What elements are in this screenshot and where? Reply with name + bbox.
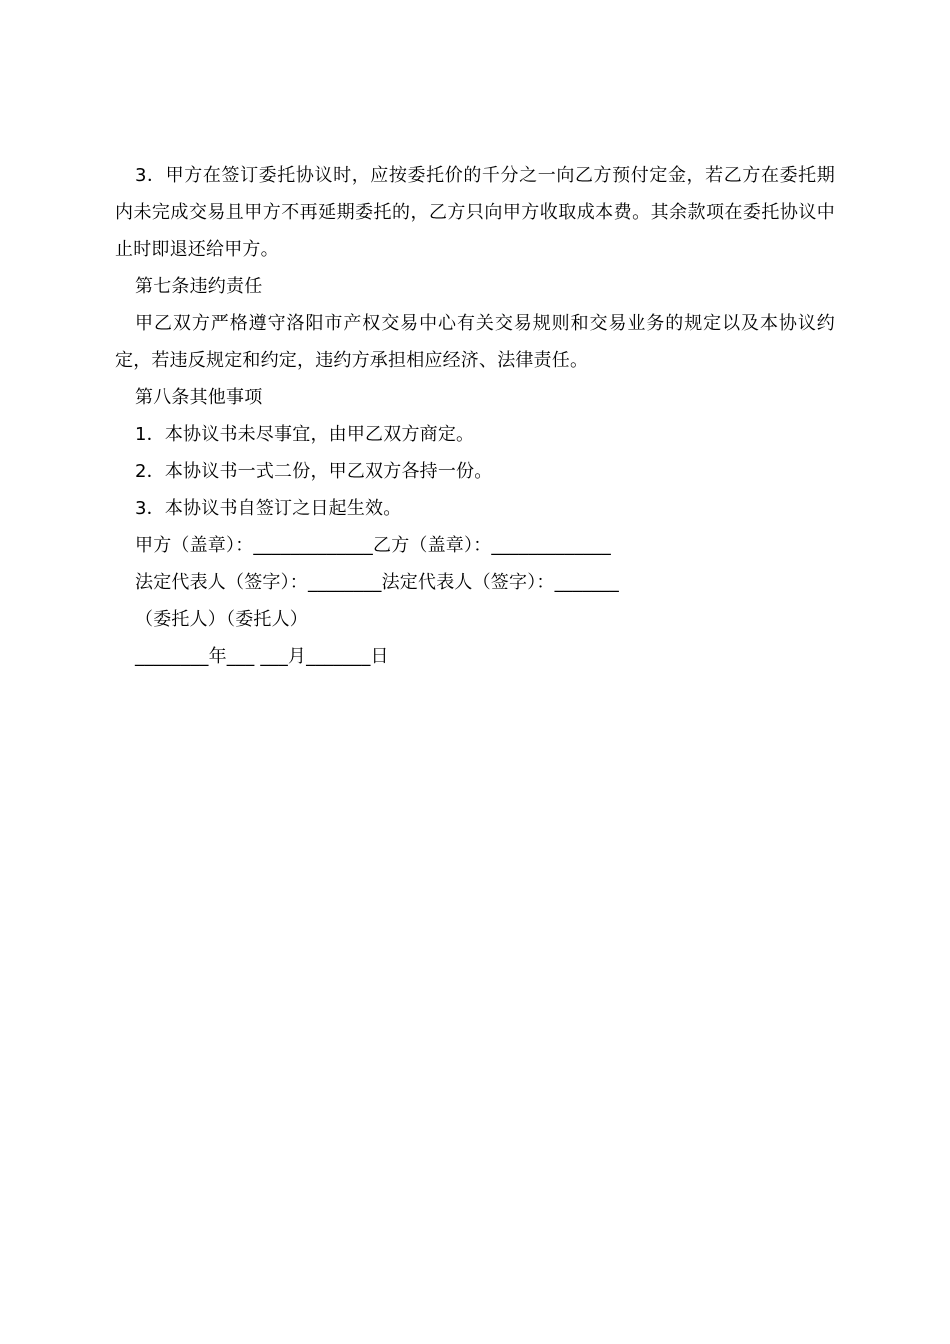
article-8-item-2: 2．本协议书一式二份，甲乙双方各持一份。 (135, 461, 493, 482)
article-8-item-3: 3．本协议书自签订之日起生效。 (135, 498, 402, 519)
article-7-title: 第七条违约责任 (135, 276, 263, 297)
signature-seal-line: 甲方（盖章）：_____________乙方（盖章）：_____________ (135, 535, 611, 556)
signature-date-line: ________年___ ___月_______日 (135, 646, 389, 667)
article-8-title: 第八条其他事项 (135, 387, 263, 408)
document-body (115, 157, 835, 675)
signature-agent-line: （委托人）（委托人） (135, 609, 308, 630)
signature-representative-line: 法定代表人（签字）：________法定代表人（签字）：_______ (135, 572, 619, 593)
article-7-body: 甲乙双方严格遵守洛阳市产权交易中心有关交易规则和交易业务的规定以及本协议约定，若违反规定和约定，违约方承担相应经济、法律责任。 (115, 313, 835, 371)
article-8-item-1: 1．本协议书未尽事宜，由甲乙双方商定。 (135, 424, 475, 445)
clause-6-item-3: 3．甲方在签订委托协议时，应按委托价的千分之一向乙方预付定金，若乙方在委托期内未完成交易且甲方不再延期委托的，乙方只向甲方收取成本费。其余款项在委托协议中止时即退还给甲方。 (115, 165, 835, 260)
